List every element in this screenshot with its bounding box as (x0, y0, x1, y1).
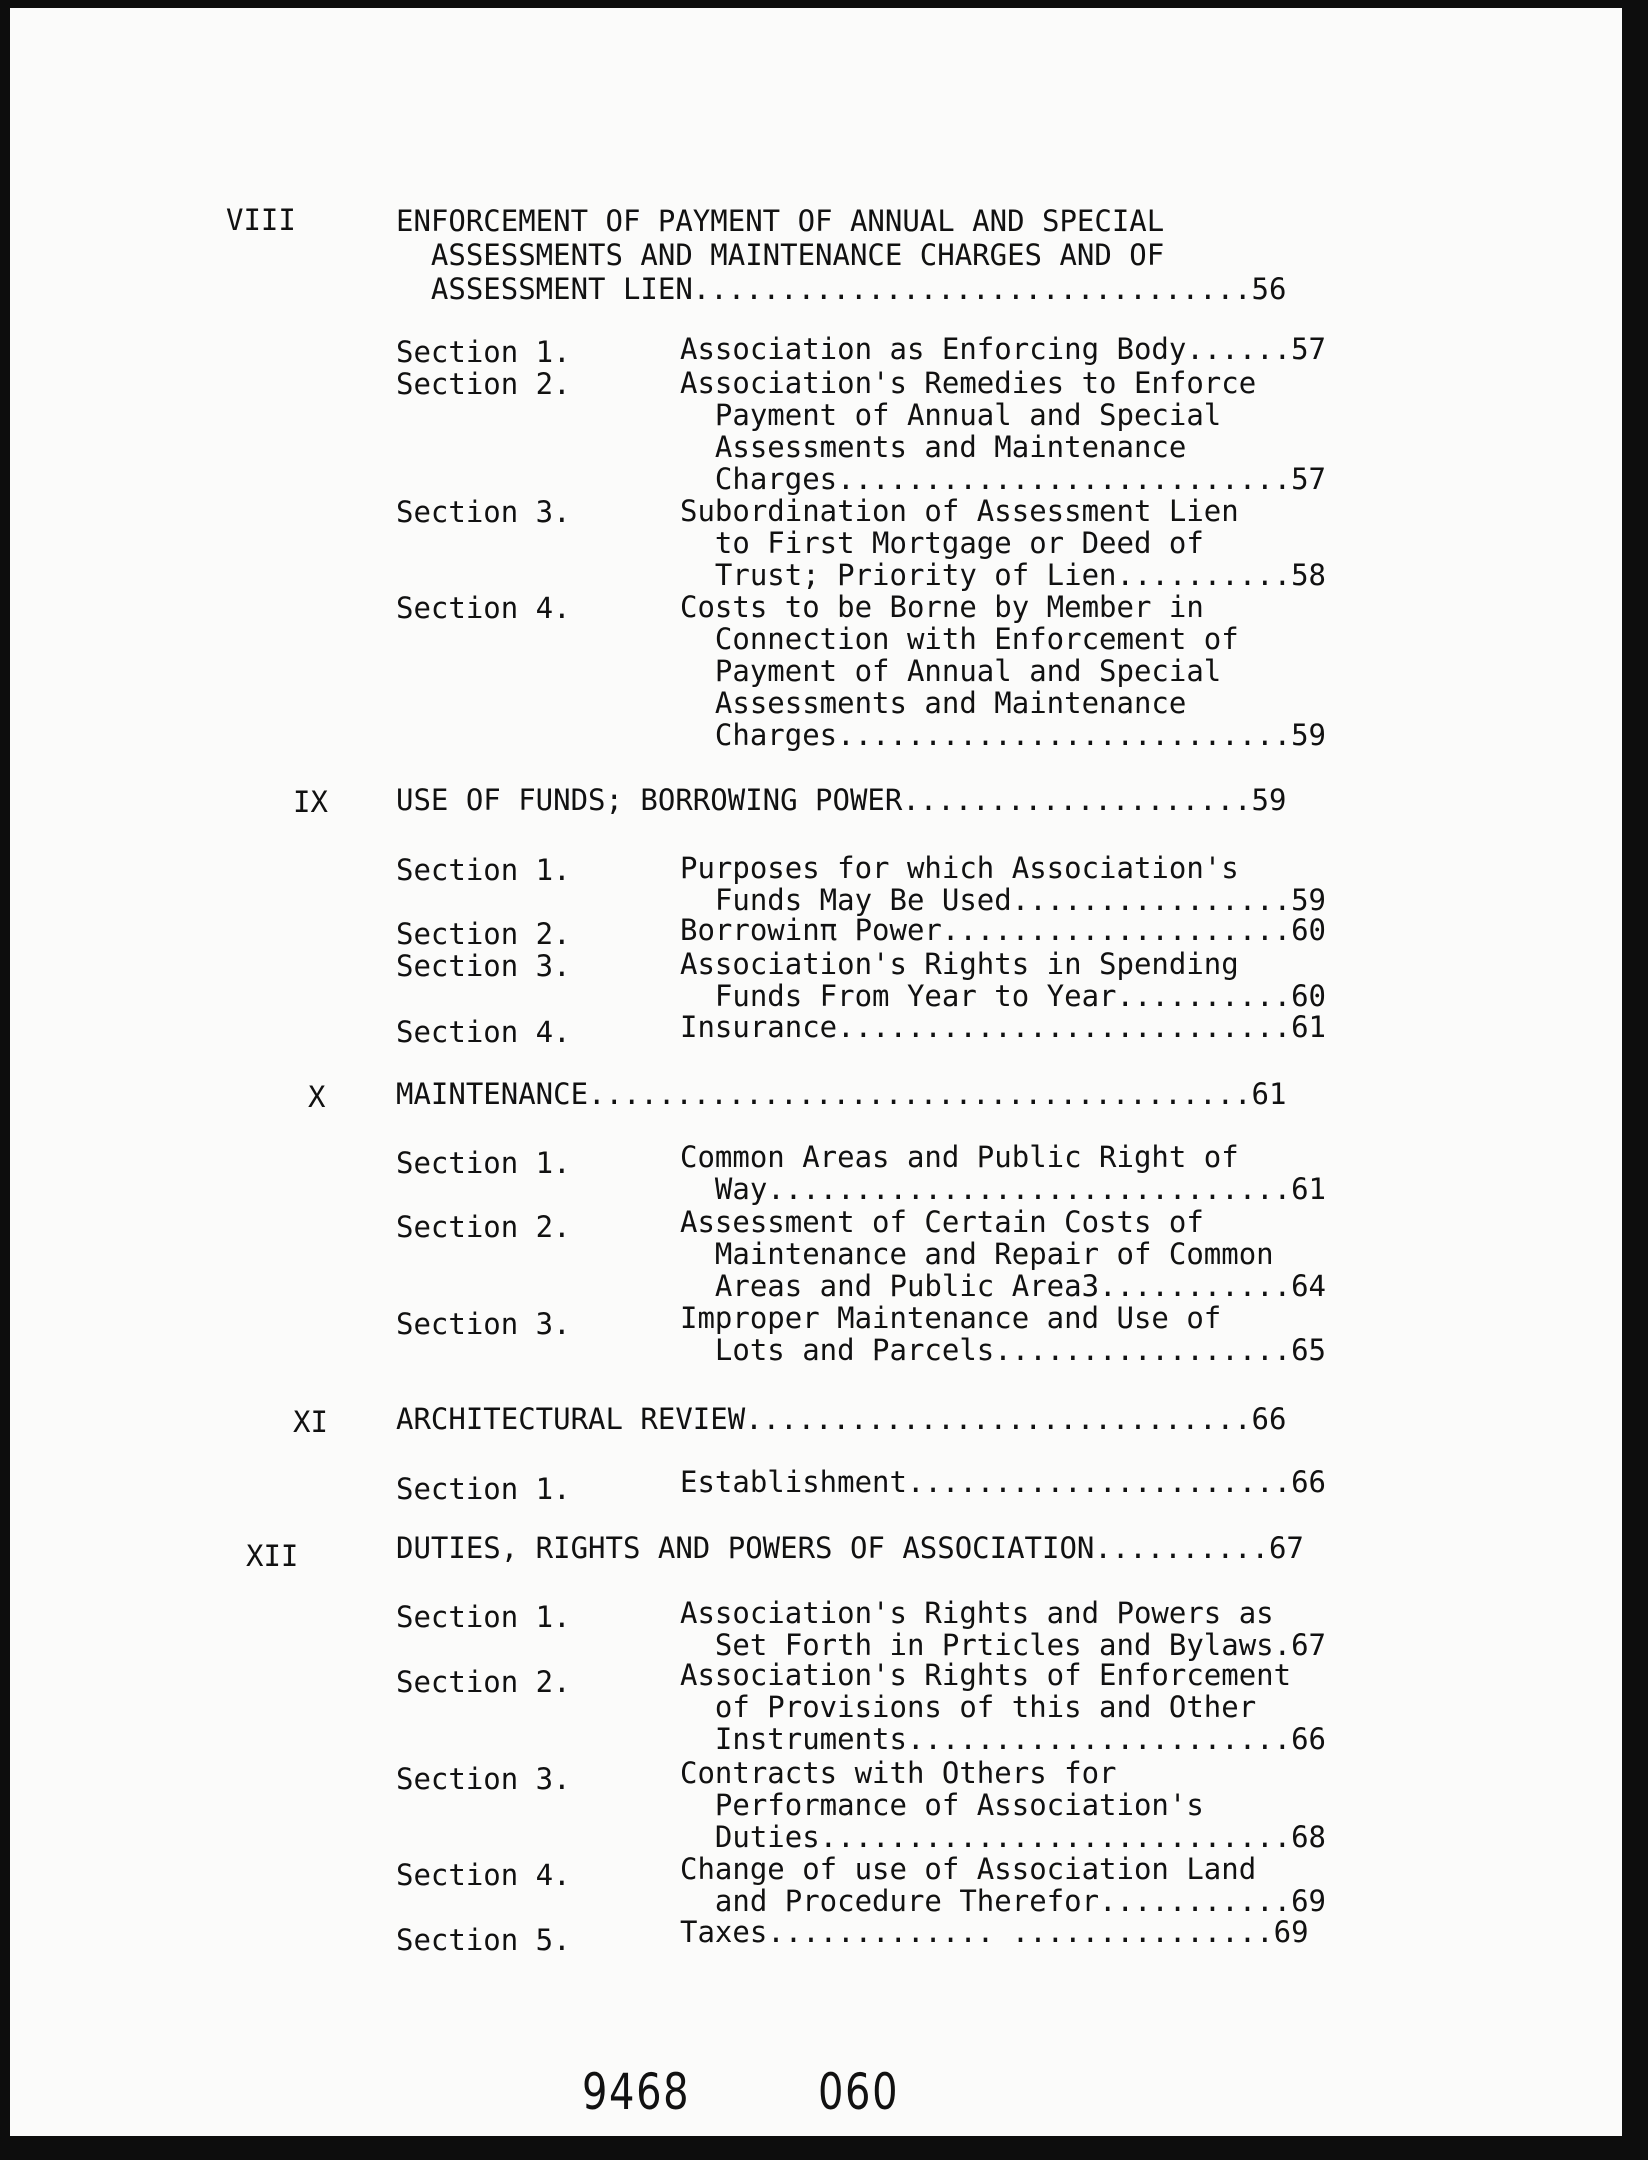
section-entry: Common Areas and Public Right of Way..............................61 (680, 1140, 1327, 1206)
section-entry: Costs to be Borne by Member in Connection with Enforcement of Payment of Annual and Special Assessments and Maintenance Charges..........................59 (680, 590, 1327, 752)
section-label: Section 1. (396, 1600, 571, 1634)
section-label: Section 3. (396, 949, 571, 983)
section-label: Section 4. (396, 1858, 571, 1892)
article-numeral: IX (293, 785, 328, 819)
section-entry: Improper Maintenance and Use of Lots and Parcels.................65 (680, 1301, 1327, 1367)
section-entry: Change of use of Association Land and Procedure Therefor...........69 (680, 1852, 1327, 1918)
section-label: Section 2. (396, 1665, 571, 1699)
section-label: Section 1. (396, 853, 571, 887)
article-numeral: VIII (226, 203, 296, 237)
section-entry: Contracts with Others for Performance of Association's Duties...........................68 (680, 1756, 1327, 1854)
article-title: USE OF FUNDS; BORROWING POWER....................59 (396, 783, 1287, 817)
section-entry: Association's Remedies to Enforce Payment of Annual and Special Assessments and Maintenance Charges..........................57 (680, 366, 1327, 496)
section-label: Section 1. (396, 335, 571, 369)
section-entry: Association as Enforcing Body......57 (680, 332, 1327, 366)
section-label: Section 5. (396, 1923, 571, 1957)
article-title: MAINTENANCE......................................61 (396, 1077, 1287, 1111)
section-label: Section 3. (396, 1307, 571, 1341)
section-label: Section 2. (396, 367, 571, 401)
document-page (10, 8, 1622, 2136)
section-entry: Establishment......................66 (680, 1465, 1327, 1499)
section-entry: Purposes for which Association's Funds May Be Used................59 (680, 851, 1327, 917)
section-entry: Insurance..........................61 (680, 1010, 1327, 1044)
section-entry: Association's Rights in Spending Funds From Year to Year..........60 (680, 947, 1327, 1013)
section-entry: Association's Rights of Enforcement of Provisions of this and Other Instruments......................66 (680, 1658, 1327, 1756)
section-entry: Assessment of Certain Costs of Maintenance and Repair of Common Areas and Public Area3...........64 (680, 1205, 1327, 1303)
document-code-left: 9468 (582, 2063, 691, 2121)
section-label: Section 4. (396, 591, 571, 625)
article-title: DUTIES, RIGHTS AND POWERS OF ASSOCIATION..........67 (396, 1531, 1304, 1565)
article-numeral: X (308, 1080, 326, 1114)
article-title: ARCHITECTURAL REVIEW.............................66 (396, 1402, 1287, 1436)
section-label: Section 1. (396, 1146, 571, 1180)
document-code-right: 060 (818, 2063, 900, 2121)
section-entry: Taxes............. ...............69 (680, 1915, 1309, 1949)
section-label: Section 1. (396, 1472, 571, 1506)
section-label: Section 2. (396, 917, 571, 951)
article-numeral: XI (293, 1405, 328, 1439)
section-label: Section 3. (396, 1762, 571, 1796)
table-of-contents (10, 8, 1622, 2136)
section-entry: Association's Rights and Powers as Set Forth in Prticles and Bylaws.67 (680, 1596, 1327, 1662)
section-entry: Subordination of Assessment Lien to First Mortgage or Deed of Trust; Priority of Lien..........58 (680, 494, 1327, 592)
article-title: ENFORCEMENT OF PAYMENT OF ANNUAL AND SPECIAL ASSESSMENTS AND MAINTENANCE CHARGES AND OF ASSESSMENT LIEN................................56 (396, 204, 1287, 306)
section-label: Section 4. (396, 1015, 571, 1049)
section-label: Section 3. (396, 495, 571, 529)
section-entry: Borrowinπ Power....................60 (680, 913, 1327, 947)
section-label: Section 2. (396, 1210, 571, 1244)
article-numeral: XII (246, 1539, 299, 1573)
